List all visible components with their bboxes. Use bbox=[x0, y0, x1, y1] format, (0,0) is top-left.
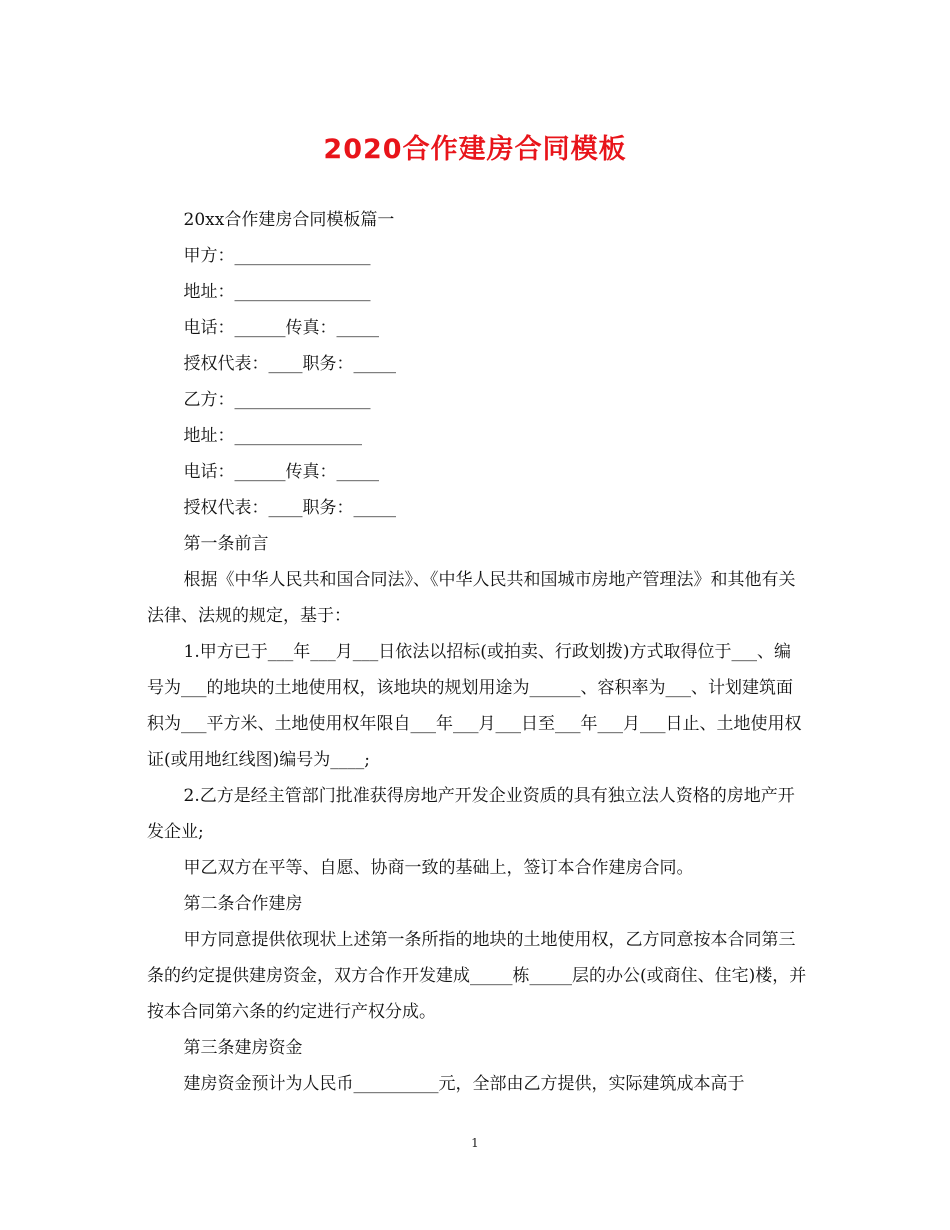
party-a-line: 甲方：________________ bbox=[183, 246, 371, 266]
party-b-line: 乙方：________________ bbox=[183, 390, 371, 410]
party-b-representative-line: 授权代表：____职务：_____ bbox=[183, 498, 397, 518]
party-b-phone-fax-line: 电话：______传真：_____ bbox=[183, 462, 380, 482]
party-a-address-line: 地址：________________ bbox=[183, 282, 371, 302]
paragraph-clause-1: 1.甲方已于___年___月___日依法以招标(或拍卖、行政划拨)方式取得位于___、编号为___的地块的土地使用权，该地块的规划用途为______、容积率为___、计划建筑面积为___平方米、土地使用权年限自___年___月___日至___年___月___日止、土地使用权证(或用地红线图)编号为____; bbox=[147, 642, 802, 770]
document-title: 2020合作建房合同模板 bbox=[323, 134, 627, 165]
section-heading-2: 第二条合作建房 bbox=[183, 894, 303, 914]
document-body bbox=[147, 202, 807, 1102]
paragraph-cooperation: 甲方同意提供依现状上述第一条所指的地块的土地使用权，乙方同意按本合同第三条的约定提供建房资金，双方合作开发建成_____栋_____层的办公(或商住、住宅)楼，并按本合同第六条的约定进行产权分成。 bbox=[147, 930, 807, 1022]
paragraph-heading-article: 20xx合作建房合同模板篇一 bbox=[183, 210, 395, 230]
paragraph-agreement: 甲乙双方在平等、自愿、协商一致的基础上，签订本合作建房合同。 bbox=[183, 858, 694, 878]
page-number: 1 bbox=[471, 1136, 479, 1150]
party-a-phone-fax-line: 电话：______传真：_____ bbox=[183, 318, 380, 338]
section-heading-1: 第一条前言 bbox=[183, 534, 269, 554]
party-a-representative-line: 授权代表：____职务：_____ bbox=[183, 354, 397, 374]
party-b-address-line: 地址：_______________ bbox=[183, 426, 363, 446]
paragraph-preamble: 根据《中华人民共和国合同法》、《中华人民共和国城市房地产管理法》和其他有关法律、法规的规定，基于： bbox=[147, 570, 796, 626]
paragraph-funds: 建房资金预计为人民币__________元，全部由乙方提供，实际建筑成本高于 bbox=[183, 1074, 745, 1094]
paragraph-clause-2: 2.乙方是经主管部门批准获得房地产开发企业资质的具有独立法人资格的房地产开发企业; bbox=[147, 786, 795, 842]
section-heading-3: 第三条建房资金 bbox=[183, 1038, 303, 1058]
